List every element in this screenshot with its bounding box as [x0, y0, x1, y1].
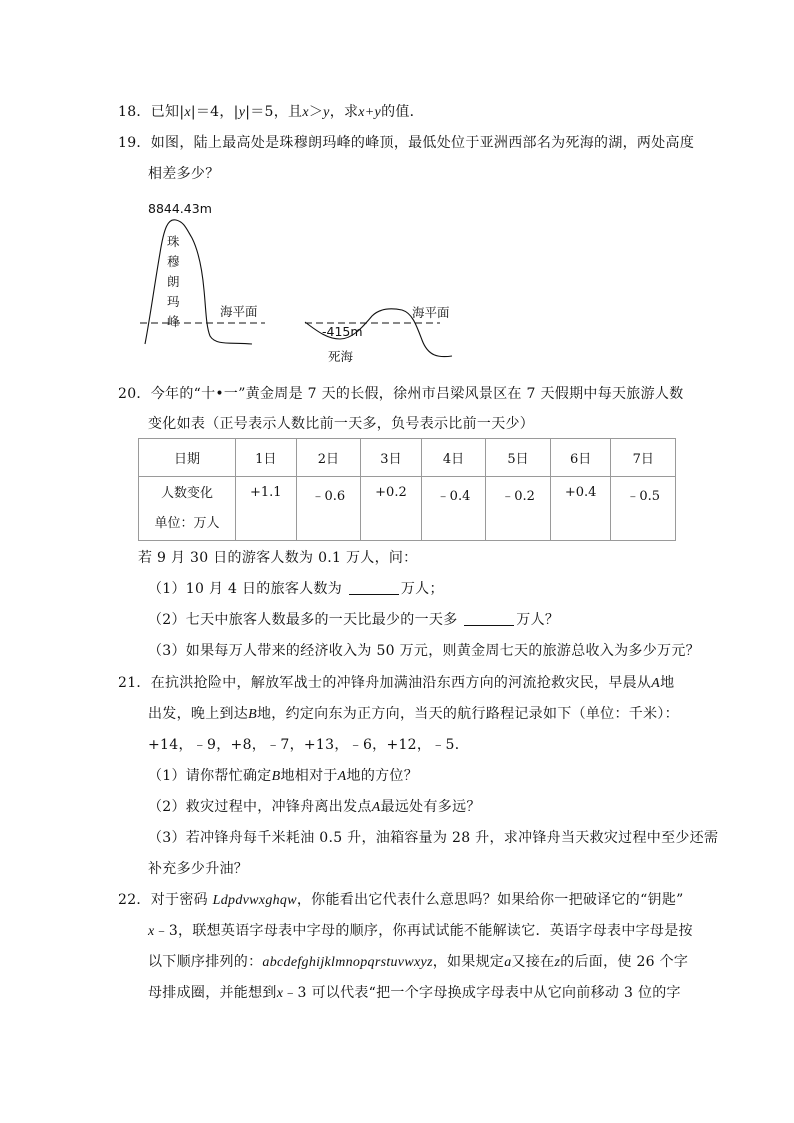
table-row — [139, 439, 676, 477]
answer-blank[interactable] — [464, 611, 514, 626]
q22-text: 以下顺序排列的： — [148, 954, 263, 970]
var-x: x — [184, 105, 191, 120]
table-cell: ﹣0.4 — [421, 477, 486, 541]
table-cell: +1.1 — [236, 477, 297, 541]
question-19-line1 — [118, 133, 694, 153]
q20-text: 变化如表（正号表示人数比前一天多，负号表示比前一天少） — [148, 416, 535, 432]
question-number: 21． — [118, 675, 151, 691]
q21-text: 出发，晚上到达 — [148, 706, 249, 722]
table-header-cell: 7日 — [611, 439, 676, 477]
var-x: x — [148, 924, 155, 939]
q22-text: 的后面，使 26 个字 — [560, 954, 689, 970]
mountain-outline — [145, 220, 252, 344]
sea-level-label: 海平面 — [412, 305, 450, 320]
table-header-cell: 6日 — [550, 439, 611, 477]
q18-text: |＝4，| — [190, 104, 239, 120]
table-header-cell: 2日 — [296, 439, 361, 477]
dead-sea-label: 死海 — [328, 349, 354, 364]
table-header-cell: 4日 — [421, 439, 486, 477]
question-22-line2 — [148, 921, 693, 942]
var-x: x — [276, 986, 284, 1001]
var-B: B — [248, 707, 257, 722]
var-A: A — [651, 676, 661, 691]
row-label-line: 单位：万人 — [154, 515, 220, 531]
q18-text: 的值． — [381, 104, 424, 120]
q20-text: 万人？ — [516, 612, 560, 628]
question-number: 22． — [118, 892, 151, 908]
q19-text: 相差多少？ — [148, 166, 220, 182]
table-header-cell: 5日 — [486, 439, 551, 477]
q21-text: 在抗洪抢险中，解放军战士的冲锋舟加满油沿东西方向的河流抢救灾民，早晨从 — [150, 675, 652, 691]
table-cell: +0.2 — [361, 477, 422, 541]
q18-text: ，求 — [329, 104, 359, 120]
question-21-line1 — [118, 673, 674, 694]
q22-text: 母排成圈，并能想到 — [148, 985, 277, 1001]
q20-text: 今年的“十•一”黄金周是 7 天的长假，徐州市吕梁风景区在 7 天假期中每天旅游人数 — [150, 386, 684, 402]
question-20-line1 — [118, 384, 684, 404]
table-header-cell: 日期 — [139, 439, 236, 477]
q20-sub3 — [148, 641, 700, 661]
question-20-line2 — [148, 414, 534, 434]
peak-char: 峰 — [167, 314, 180, 329]
table-row-label — [139, 477, 236, 541]
q21-text: 地的方位？ — [346, 768, 419, 784]
mountain-deadsea-figure — [140, 198, 480, 373]
question-21-line2 — [148, 704, 679, 725]
var-y: y — [323, 105, 330, 120]
question-number: 20． — [118, 386, 151, 402]
var-a: a — [504, 955, 512, 970]
sea-level-label: 海平面 — [220, 304, 258, 319]
q22-text: ﹣3 可以代表“把一个字母换成字母表中从它向前移动 3 位的字 — [283, 985, 681, 1001]
var-A: A — [337, 769, 347, 784]
q20-text: 若 9 月 30 日的游客人数为 0.1 万人，问： — [138, 550, 418, 566]
table-cell: ﹣0.6 — [296, 477, 361, 541]
q20-text: （3）如果每万人带来的经济收入为 50 万元，则黄金周七天的旅游总收入为多少万元？ — [148, 643, 700, 659]
q22-text: 对于密码 — [150, 892, 213, 908]
table-cell: +0.4 — [550, 477, 611, 541]
var-x: x — [302, 105, 309, 120]
peak-char: 朗 — [167, 274, 180, 289]
table-row — [139, 477, 676, 541]
table-cell: ﹣0.2 — [486, 477, 551, 541]
q20-sub2 — [148, 610, 559, 630]
q18-text: ＞ — [308, 104, 324, 120]
var-A: A — [371, 800, 381, 815]
peak-char: 玛 — [167, 294, 180, 309]
q21-sub1 — [148, 766, 418, 787]
question-22-line3 — [148, 952, 688, 973]
row-label-line: 人数变化 — [160, 485, 213, 501]
cipher-text: Ldpdvwxghqw — [212, 893, 297, 908]
answer-blank[interactable] — [349, 580, 399, 595]
depth-label: -415m — [322, 324, 363, 339]
question-21-line3 — [148, 735, 469, 755]
q21-text: 补充多少升油？ — [148, 861, 249, 877]
q18-text: |＝5，且 — [245, 104, 303, 120]
table-header-cell: 3日 — [361, 439, 422, 477]
var-B: B — [271, 769, 281, 784]
question-18 — [118, 102, 424, 123]
tourist-change-table — [138, 438, 676, 541]
q19-text: 如图，陆上最高处是珠穆朗玛峰的峰顶，最低处位于亚洲西部名为死海的湖，两处高度 — [150, 135, 695, 151]
q21-text: 地 — [660, 675, 675, 691]
question-22-line1 — [118, 890, 684, 911]
q20-sub1 — [148, 579, 444, 599]
q20-text: （2）七天中旅客人数最多的一天比最少的一天多 — [148, 612, 463, 628]
table-header-cell: 1日 — [236, 439, 297, 477]
q21-text: 地，约定向东为正方向，当天的航行路程记录如下（单位：千米）： — [256, 706, 679, 722]
q18-text: 已知| — [150, 104, 185, 120]
var-z: z — [554, 955, 561, 970]
q21-sub2 — [148, 797, 481, 818]
q21-sub3-line1 — [148, 828, 718, 848]
table-cell: ﹣0.5 — [611, 477, 676, 541]
q20-text: 万人； — [400, 581, 444, 597]
question-number: 19． — [118, 135, 151, 151]
q21-text: 最远处有多远？ — [380, 799, 481, 815]
q22-text: ﹣3，联想英语字母表中字母的顺序，你再试试能不能解读它．英语字母表中字母是按 — [154, 923, 693, 939]
q22-text: ，如果规定 — [432, 954, 505, 970]
q21-text: 地相对于 — [280, 768, 338, 784]
peak-height-label: 8844.43m — [148, 201, 212, 216]
question-22-line4 — [148, 983, 681, 1004]
q21-text: （1）请你帮忙确定 — [148, 768, 272, 784]
q20-intro — [138, 548, 418, 568]
var-y: y — [238, 105, 246, 120]
q22-text: ，你能看出它代表什么意思吗？如果给你一把破译它的“钥匙” — [296, 892, 684, 908]
q21-text: （2）救灾过程中，冲锋舟离出发点 — [148, 799, 372, 815]
peak-char: 珠 — [167, 234, 180, 249]
q21-sub3-line2 — [148, 859, 248, 879]
question-19-line2 — [148, 164, 220, 184]
q22-text: 又接在 — [511, 954, 555, 970]
var-expr: x+y — [358, 105, 382, 120]
question-number: 18． — [118, 104, 151, 120]
peak-char: 穆 — [167, 254, 180, 269]
q21-text: +14，﹣9，+8，﹣7，+13，﹣6，+12，﹣5． — [148, 737, 470, 753]
q21-text: （3）若冲锋舟每千米耗油 0.5 升，油箱容量为 28 升，求冲锋舟当天救灾过程中至少还需 — [148, 830, 719, 846]
alphabet-text: abcdefghijklmnopqrstuvwxyz — [262, 955, 433, 970]
q20-text: （1）10 月 4 日的旅客人数为 — [148, 581, 347, 597]
